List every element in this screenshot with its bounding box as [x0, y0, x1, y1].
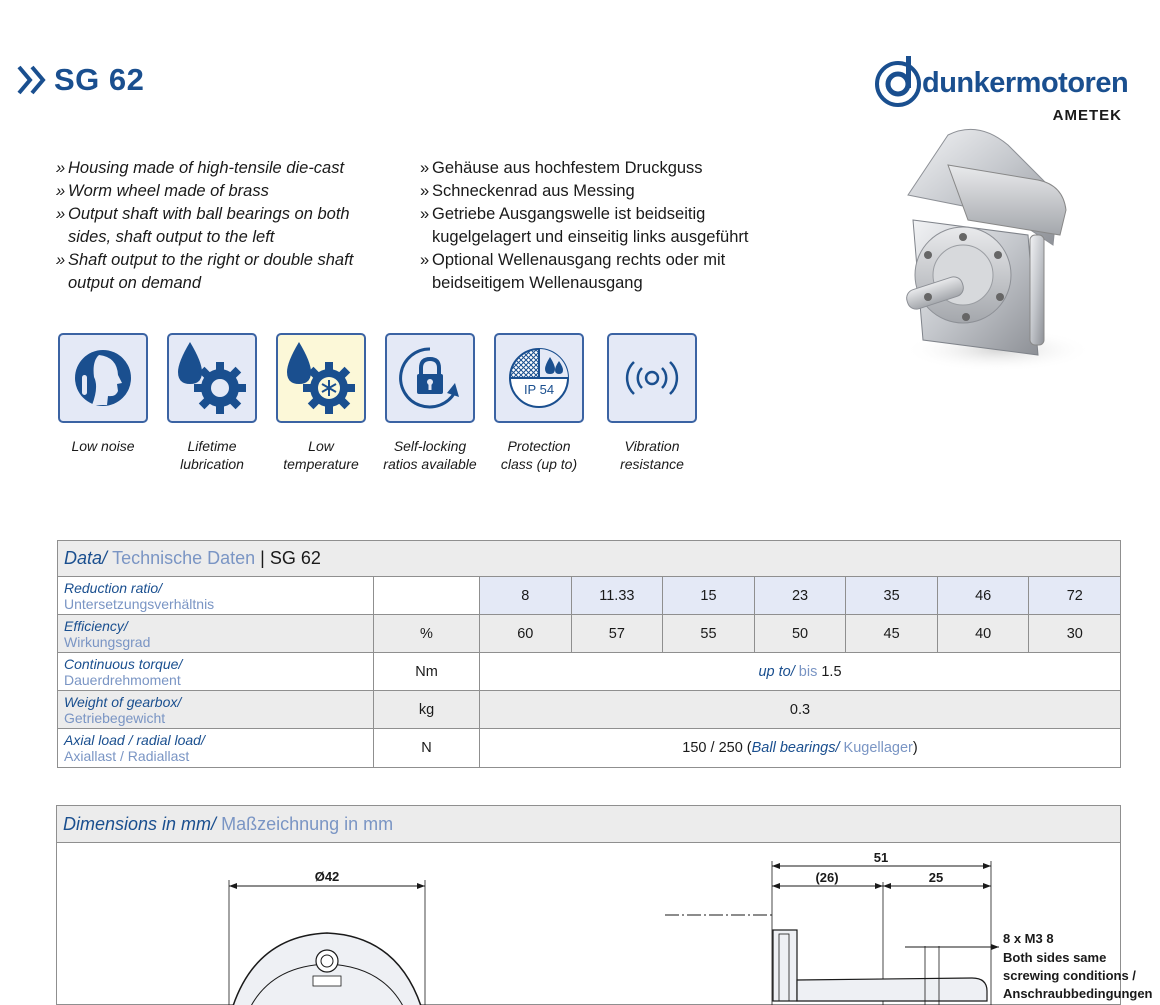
logo-d-icon — [874, 54, 924, 110]
product-image — [888, 125, 1098, 380]
svg-text:Anschraubbedingungen: Anschraubbedingungen — [1003, 986, 1153, 1001]
feature-self-locking: Self-locking ratios available — [375, 333, 485, 473]
svg-text:25: 25 — [928, 870, 944, 885]
feature-protection-class: IP 54 Protection class (up to) — [484, 333, 594, 473]
feature-vibration-resistance: Vibration resistance — [597, 333, 707, 473]
feature-list-en — [56, 157, 396, 295]
table-row: Axial load / radial load/ Axiallast / Radiallast N 150 / 250 ( Ball bearings / Kugellager ) — [58, 729, 1120, 767]
table-row: Efficiency/ Wirkungsgrad % 60 57 55 50 45 40 30 — [58, 615, 1120, 653]
dimensions-section — [56, 805, 1153, 1005]
svg-text:8 x M3 8: 8 x M3 8 — [1003, 931, 1054, 946]
logo-wordmark: dunkermotoren — [922, 67, 1129, 99]
list-item: » Getriebe Ausgangswelle ist beidseitig kugelgelagert und einseitig links ausgeführt — [420, 205, 749, 246]
table-title: Data / Technische Daten | SG 62 — [58, 541, 1120, 577]
feature-low-temperature: Low temperature — [266, 333, 376, 473]
logo-subtext: AMETEK — [1052, 107, 1122, 124]
table-row: Continuous torque/ Dauerdrehmoment Nm up to / bis 1.5 — [58, 653, 1120, 691]
list-item: » Housing made of high-tensile die-cast — [56, 159, 345, 177]
list-item: » Schneckenrad aus Messing — [420, 182, 635, 200]
list-item: » Output shaft with ball bearings on both sides, shaft output to the left — [56, 205, 350, 246]
svg-text:51: 51 — [873, 850, 889, 865]
feature-lifetime-lubrication: Lifetime lubrication — [157, 333, 267, 473]
technical-drawing — [57, 806, 1153, 1001]
lifetime-lubrication-icon — [172, 338, 252, 418]
brand-logo — [874, 54, 1129, 126]
svg-text:Ø42: Ø42 — [314, 869, 340, 884]
svg-text:(26): (26) — [815, 870, 839, 885]
low-noise-icon — [72, 347, 134, 409]
technical-data-table — [57, 540, 1121, 768]
product-title: SG 62 — [54, 62, 145, 97]
dimensions-title: Dimensions in mm / Maßzeichnung in mm — [57, 806, 1120, 843]
list-item: » Optional Wellenausgang rechts oder mit beidseitigem Wellenausgang — [420, 251, 726, 292]
table-row: Reduction ratio/ Untersetzungsverhältnis 8 11.33 15 23 35 46 72 — [58, 577, 1120, 615]
self-locking-icon — [397, 345, 463, 411]
table-row: Weight of gearbox/ Getriebegewicht kg 0.3 — [58, 691, 1120, 729]
svg-text:IP 54: IP 54 — [523, 382, 555, 397]
protection-class-icon — [506, 345, 572, 411]
page-title — [16, 62, 144, 98]
list-item: » Worm wheel made of brass — [56, 182, 269, 200]
svg-text:Both sides same: Both sides same — [1003, 950, 1107, 965]
feature-low-noise: Low noise — [48, 333, 158, 455]
svg-text:screwing conditions /: screwing conditions / — [1003, 968, 1136, 983]
double-chevron-icon — [16, 64, 48, 96]
list-item: » Gehäuse aus hochfestem Druckguss — [420, 159, 703, 177]
list-item: » Shaft output to the right or double shaft output on demand — [56, 251, 354, 292]
vibration-resistance-icon — [619, 345, 685, 411]
low-temperature-icon — [281, 338, 361, 418]
feature-list-de — [420, 157, 780, 295]
